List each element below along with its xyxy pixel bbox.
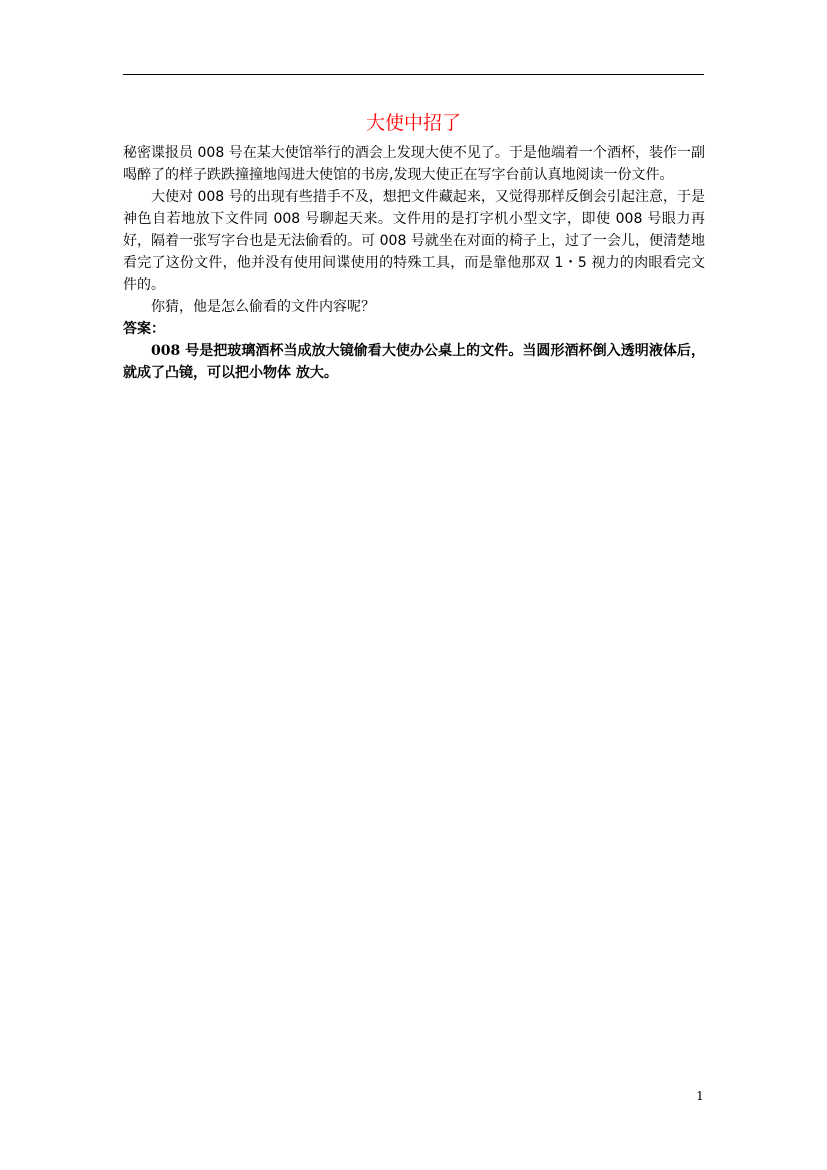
paragraph-1: 秘密谍报员 008 号在某大使馆举行的酒会上发现大使不见了。于是他端着一个酒杯，装作一副喝醉了的样子跌跌撞撞地闯进大使馆的书房,发现大使正在写字台前认真地阅读一份文件。 [123, 145, 705, 183]
document-title: 大使中招了 [365, 112, 461, 134]
header-rule [123, 74, 704, 75]
answer-text: 008 号是把玻璃酒杯当成放大镜偷看大使办公桌上的文件。当圆形酒杯倒入透明液体后，就成了凸镜，可以把小物体 放大。 [123, 343, 705, 381]
paragraph-3: 你猜，他是怎么偷看的文件内容呢？ [151, 299, 375, 315]
page-number: 1 [696, 1089, 704, 1103]
paragraph-2: 大使对 008 号的出现有些措手不及，想把文件藏起来，又觉得那样反倒会引起注意，于是神色自若地放下文件同 008 号聊起天来。文件用的是打字机小型文字，即使 008 号眼力再好，隔着一张写字台也是无法偷看的。可 008 号就坐在对面的椅子上，过了一会儿，便清楚地看完了这份文件，他并没有使用间谍使用的特殊工具，而是靠他那双 1・5 视力的肉眼看完文件的。 [123, 189, 705, 293]
document-body [123, 142, 705, 384]
answer-label: 答案： [123, 321, 165, 337]
